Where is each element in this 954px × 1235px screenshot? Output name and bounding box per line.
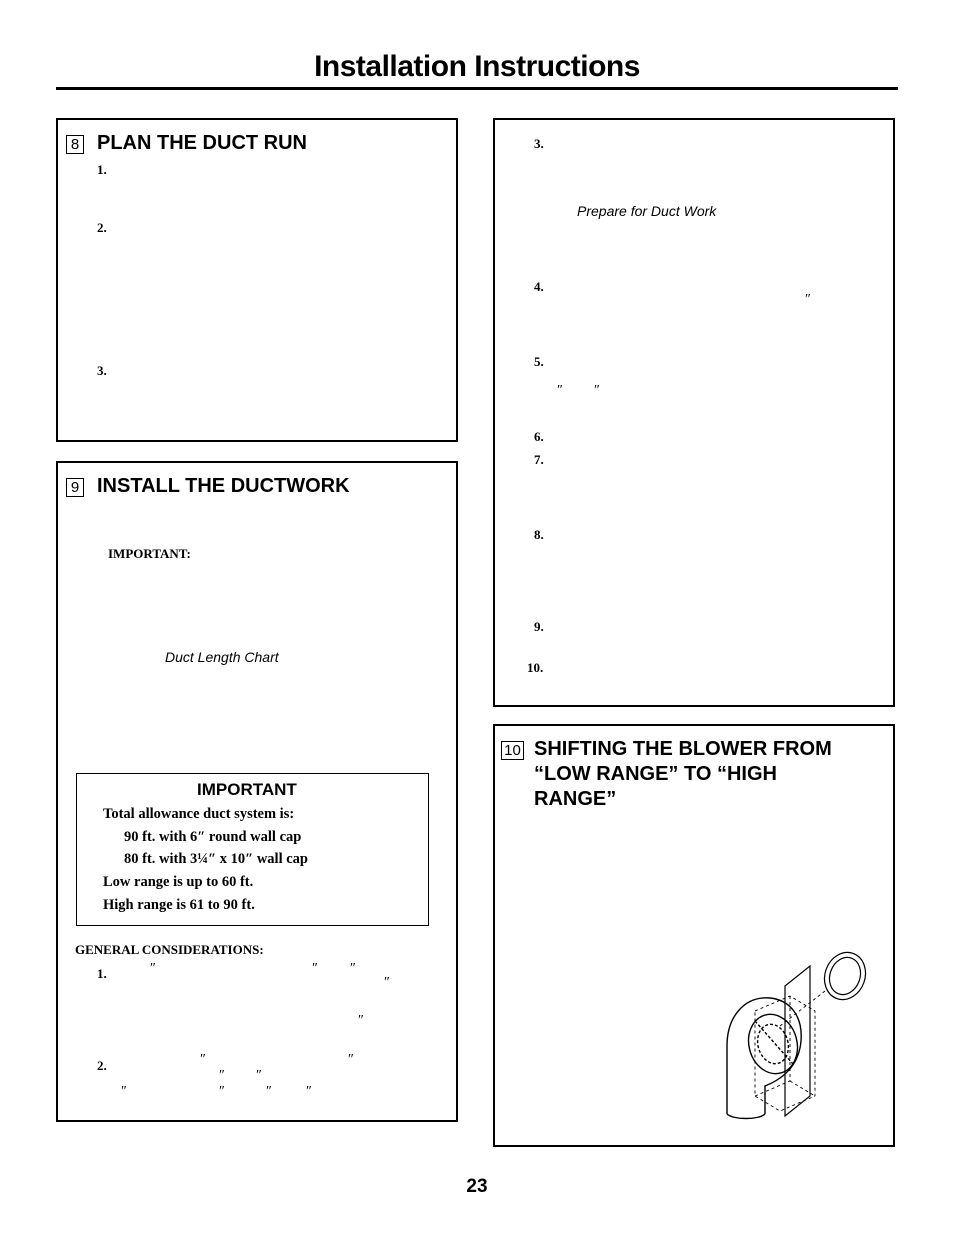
important-box xyxy=(76,773,429,926)
step-number: 9. xyxy=(534,619,544,634)
inch-mark: ″ xyxy=(150,961,156,976)
heading-line: SHIFTING THE BLOWER FROM xyxy=(534,738,832,760)
step-number: 2. xyxy=(97,220,107,235)
blower-illustration xyxy=(715,946,875,1126)
prepare-duct-work-ref: Prepare for Duct Work xyxy=(577,203,717,219)
important-box-title: IMPORTANT xyxy=(197,780,297,799)
title-rule xyxy=(56,87,898,90)
section-install-ductwork xyxy=(56,461,458,1122)
heading-line: RANGE” xyxy=(534,788,617,810)
inch-mark: ″ xyxy=(348,1052,354,1067)
inch-mark: ″ xyxy=(358,1013,364,1028)
section-heading xyxy=(534,737,884,812)
duct-length-chart-ref: Duct Length Chart xyxy=(165,649,279,665)
important-line: 90 ft. with 6″ round wall cap xyxy=(124,829,302,845)
step-number: 6. xyxy=(534,429,544,444)
important-line: Low range is up to 60 ft. xyxy=(103,874,254,890)
inch-mark: ″ xyxy=(350,961,356,976)
inch-mark: ″ xyxy=(557,383,563,398)
important-label: IMPORTANT: xyxy=(108,546,191,561)
page-number: 23 xyxy=(466,1176,488,1197)
inch-mark: ″ xyxy=(256,1068,262,1083)
step-number: 8. xyxy=(534,527,544,542)
step-number: 2. xyxy=(97,1058,107,1073)
inch-mark: ″ xyxy=(121,1084,127,1099)
important-line: 80 ft. with 3¼″ x 10″ wall cap xyxy=(124,851,308,867)
section-heading: PLAN THE DUCT RUN xyxy=(97,132,307,154)
section-plan-duct-run xyxy=(56,118,458,442)
step-number: 1. xyxy=(97,162,107,177)
heading-line: “LOW RANGE” TO “HIGH xyxy=(534,763,777,785)
inch-mark: ″ xyxy=(805,292,811,307)
inch-mark: ″ xyxy=(306,1084,312,1099)
section-heading: INSTALL THE DUCTWORK xyxy=(97,475,350,497)
general-considerations-label: GENERAL CONSIDERATIONS: xyxy=(75,942,264,957)
blower-housing xyxy=(727,998,804,1119)
inch-mark: ″ xyxy=(594,383,600,398)
step-number: 10. xyxy=(527,660,544,675)
step-number: 1. xyxy=(97,966,107,981)
section-number: 8 xyxy=(66,135,84,154)
inch-mark: ″ xyxy=(219,1084,225,1099)
inch-mark: ″ xyxy=(219,1068,225,1083)
step-number: 4. xyxy=(534,279,544,294)
page-title: Installation Instructions xyxy=(314,50,640,83)
important-line: Total allowance duct system is: xyxy=(103,806,295,822)
important-line: High range is 61 to 90 ft. xyxy=(103,897,255,913)
step-number: 5. xyxy=(534,354,544,369)
section-number: 9 xyxy=(66,478,84,497)
section-shifting-blower xyxy=(493,724,895,1147)
inch-mark: ″ xyxy=(266,1084,272,1099)
inch-mark: ″ xyxy=(384,975,390,990)
step-number: 3. xyxy=(97,363,107,378)
section-ductwork-continued xyxy=(493,118,895,707)
inch-mark: ″ xyxy=(312,961,318,976)
step-number: 7. xyxy=(534,452,544,467)
step-number: 3. xyxy=(534,136,544,151)
section-number: 10 xyxy=(501,741,524,760)
damper-disc xyxy=(818,947,872,1006)
inch-mark: ″ xyxy=(200,1052,206,1067)
